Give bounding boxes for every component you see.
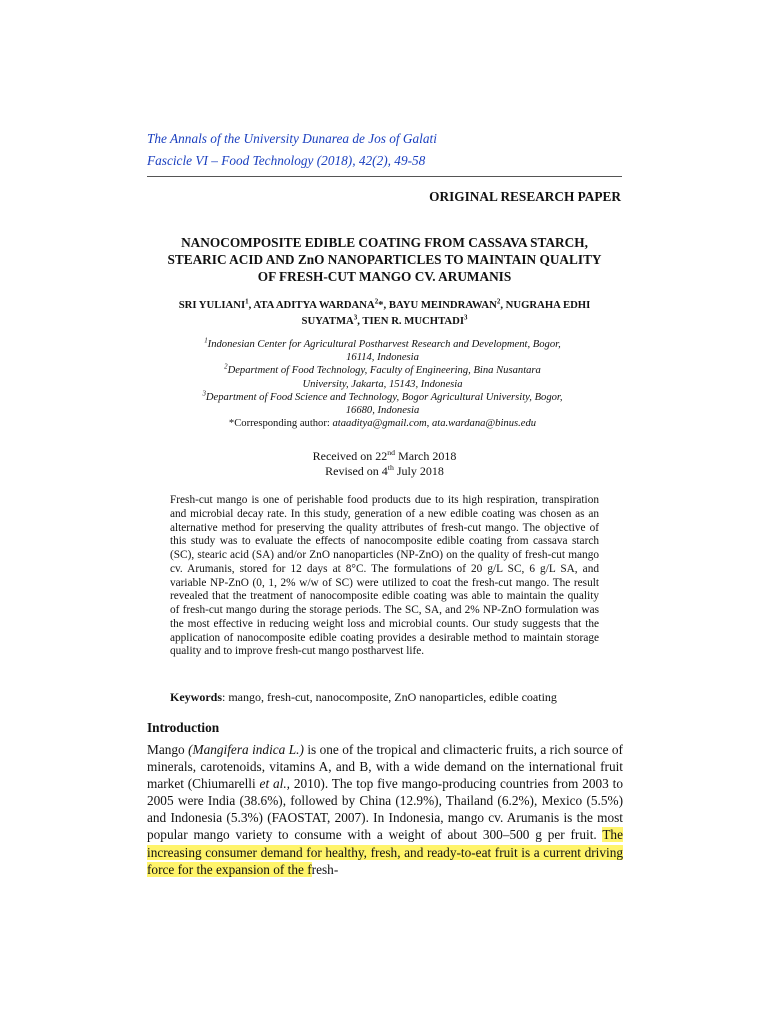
- author-affil-sup: 2: [496, 297, 501, 306]
- section-heading-introduction: Introduction: [147, 720, 220, 735]
- corresponding-label: *Corresponding author:: [228, 418, 333, 430]
- author-affil-sup: 1: [245, 297, 249, 306]
- author-name: , ATA ADITYA WARDANA: [248, 299, 375, 311]
- author-line: [147, 313, 622, 329]
- keywords-label: Keywords: [170, 690, 222, 704]
- ordinal-sup: nd: [387, 448, 396, 457]
- ordinal-sup: th: [387, 462, 394, 472]
- received-date: [147, 449, 622, 464]
- keywords-text: : mango, fresh-cut, nanocomposite, ZnO nanoparticles, edible coating: [222, 690, 557, 704]
- author-name: SUYATMA: [301, 315, 354, 327]
- affiliation-text: 16114, Indonesia: [346, 352, 419, 364]
- submission-dates: [147, 449, 622, 478]
- journal-name: The Annals of the University Dunarea de Jos of Galati: [147, 131, 437, 146]
- body-text: Mango: [147, 742, 189, 757]
- body-text: resh-: [311, 861, 339, 877]
- introduction-paragraph: [147, 741, 623, 878]
- affiliation-sup: 2: [224, 363, 228, 371]
- affiliation-text: University, Jakarta, 15143, Indonesia: [302, 378, 463, 390]
- author-name: *, BAYU MEINDRAWAN: [378, 299, 497, 311]
- affiliation: [180, 391, 585, 404]
- revised-text: July 2018: [393, 463, 444, 478]
- author-name: , TIEN R. MUCHTADI: [357, 315, 465, 327]
- affiliation-text: Indonesian Center for Agricultural Postharvest Research and Development, Bogor,: [207, 339, 561, 350]
- affiliation: [180, 364, 585, 377]
- affiliation: [180, 338, 585, 351]
- corresponding-emails[interactable]: ataaditya@gmail.com, ata.wardana@binus.edu: [332, 418, 537, 430]
- corresponding-author: [180, 417, 585, 430]
- header-divider: [147, 176, 622, 177]
- affiliation-text: 16680, Indonesia: [345, 405, 420, 417]
- body-text: is one of the tropical and climacteric fruits, a rich source of minerals, carotenoids, vitamins A, and B, with a wide demand on the international fruit market (Chiumarelli: [147, 742, 623, 792]
- title-line: OF FRESH-CUT MANGO CV. ARUMANIS: [257, 269, 512, 284]
- abstract: Fresh-cut mango is one of perishable food products due to its high respiration, transpiration and microbial decay rate. In this study, generation of a new edible coating was chosen as an alternative method for preserving the quality attributes of fresh-cut mango. The objective of this study was to evaluate the effects of nanocomposite edible coating from cassava starch (SC), stearic acid (SA) and/or ZnO nanoparticles (NP-ZnO) on the quality of fresh-cut mango cv. Arumanis, stored for 12 days at 8°C. The formulations of 20 g/L SC, 6 g/L SA, and variable NP-ZnO (0, 1, 2% w/w of SC) were utilized to coat the fresh-cut mango. The result revealed that the treatment of nanocomposite edible coating was able to maintain the quality of fresh-cut mango during the storage periods. The SC, SA, and 2% NP-ZnO formulation was the most effective in reducing weight loss and microbial counts. Our study suggests that the application of nanocomposite edible coating provides a desirable method to maintain storage quality and to improve fresh-cut mango postharvest life.: [170, 494, 599, 658]
- received-text: March 2018: [395, 449, 457, 463]
- author-name: SRI YULIANI: [178, 299, 246, 311]
- body-text: 2010). The top five mango-producing countries from 2003 to 2005 were India (38.6%), followed by China (12.9%), Thailand (6.2%), Mexico (5.5%) and Indonesia (5.3%) (FAOSTAT, 2007). In Indonesia, mango cv. Arumanis is the most popular mango variety to consume with a weight of about 300–500 g per fruit.: [147, 776, 624, 843]
- highlighted-text[interactable]: The increasing consumer demand for healthy, fresh, and ready-to-eat fruit is a current driving force for the expansion of the f: [147, 827, 623, 877]
- species-name: (Mangifera indica L.): [188, 742, 304, 757]
- paper-title: [147, 234, 622, 285]
- paper-type-label: ORIGINAL RESEARCH PAPER: [429, 189, 621, 204]
- received-text: Received on 22: [312, 449, 388, 463]
- title-line: STEARIC ACID AND ZnO NANOPARTICLES TO MAINTAIN QUALITY: [167, 252, 602, 267]
- affiliation-text: Department of Food Science and Technology, Bogor Agricultural University, Bogor,: [205, 391, 563, 403]
- author-name: , NUGRAHA EDHI: [500, 299, 591, 311]
- affiliation-sup: 1: [204, 337, 208, 345]
- affiliations: [180, 338, 585, 430]
- author-affil-sup: 3: [353, 313, 358, 322]
- citation-etal: et al.,: [259, 776, 290, 792]
- journal-header: [147, 128, 627, 172]
- keywords: [170, 690, 600, 705]
- revised-text: Revised on 4: [325, 463, 388, 478]
- journal-issue: Fascicle VI – Food Technology (2018), 42(2), 49-58: [147, 153, 426, 168]
- author-affil-sup: 3: [464, 313, 468, 322]
- author-line: [147, 297, 622, 313]
- revised-date: [147, 464, 622, 479]
- author-affil-sup: 2: [374, 297, 379, 306]
- affiliation-sup: 3: [202, 390, 206, 398]
- title-line: NANOCOMPOSITE EDIBLE COATING FROM CASSAVA STARCH,: [181, 235, 588, 250]
- affiliation-text: Department of Food Technology, Faculty of Engineering, Bina Nusantara: [227, 365, 541, 377]
- author-list: [147, 297, 622, 329]
